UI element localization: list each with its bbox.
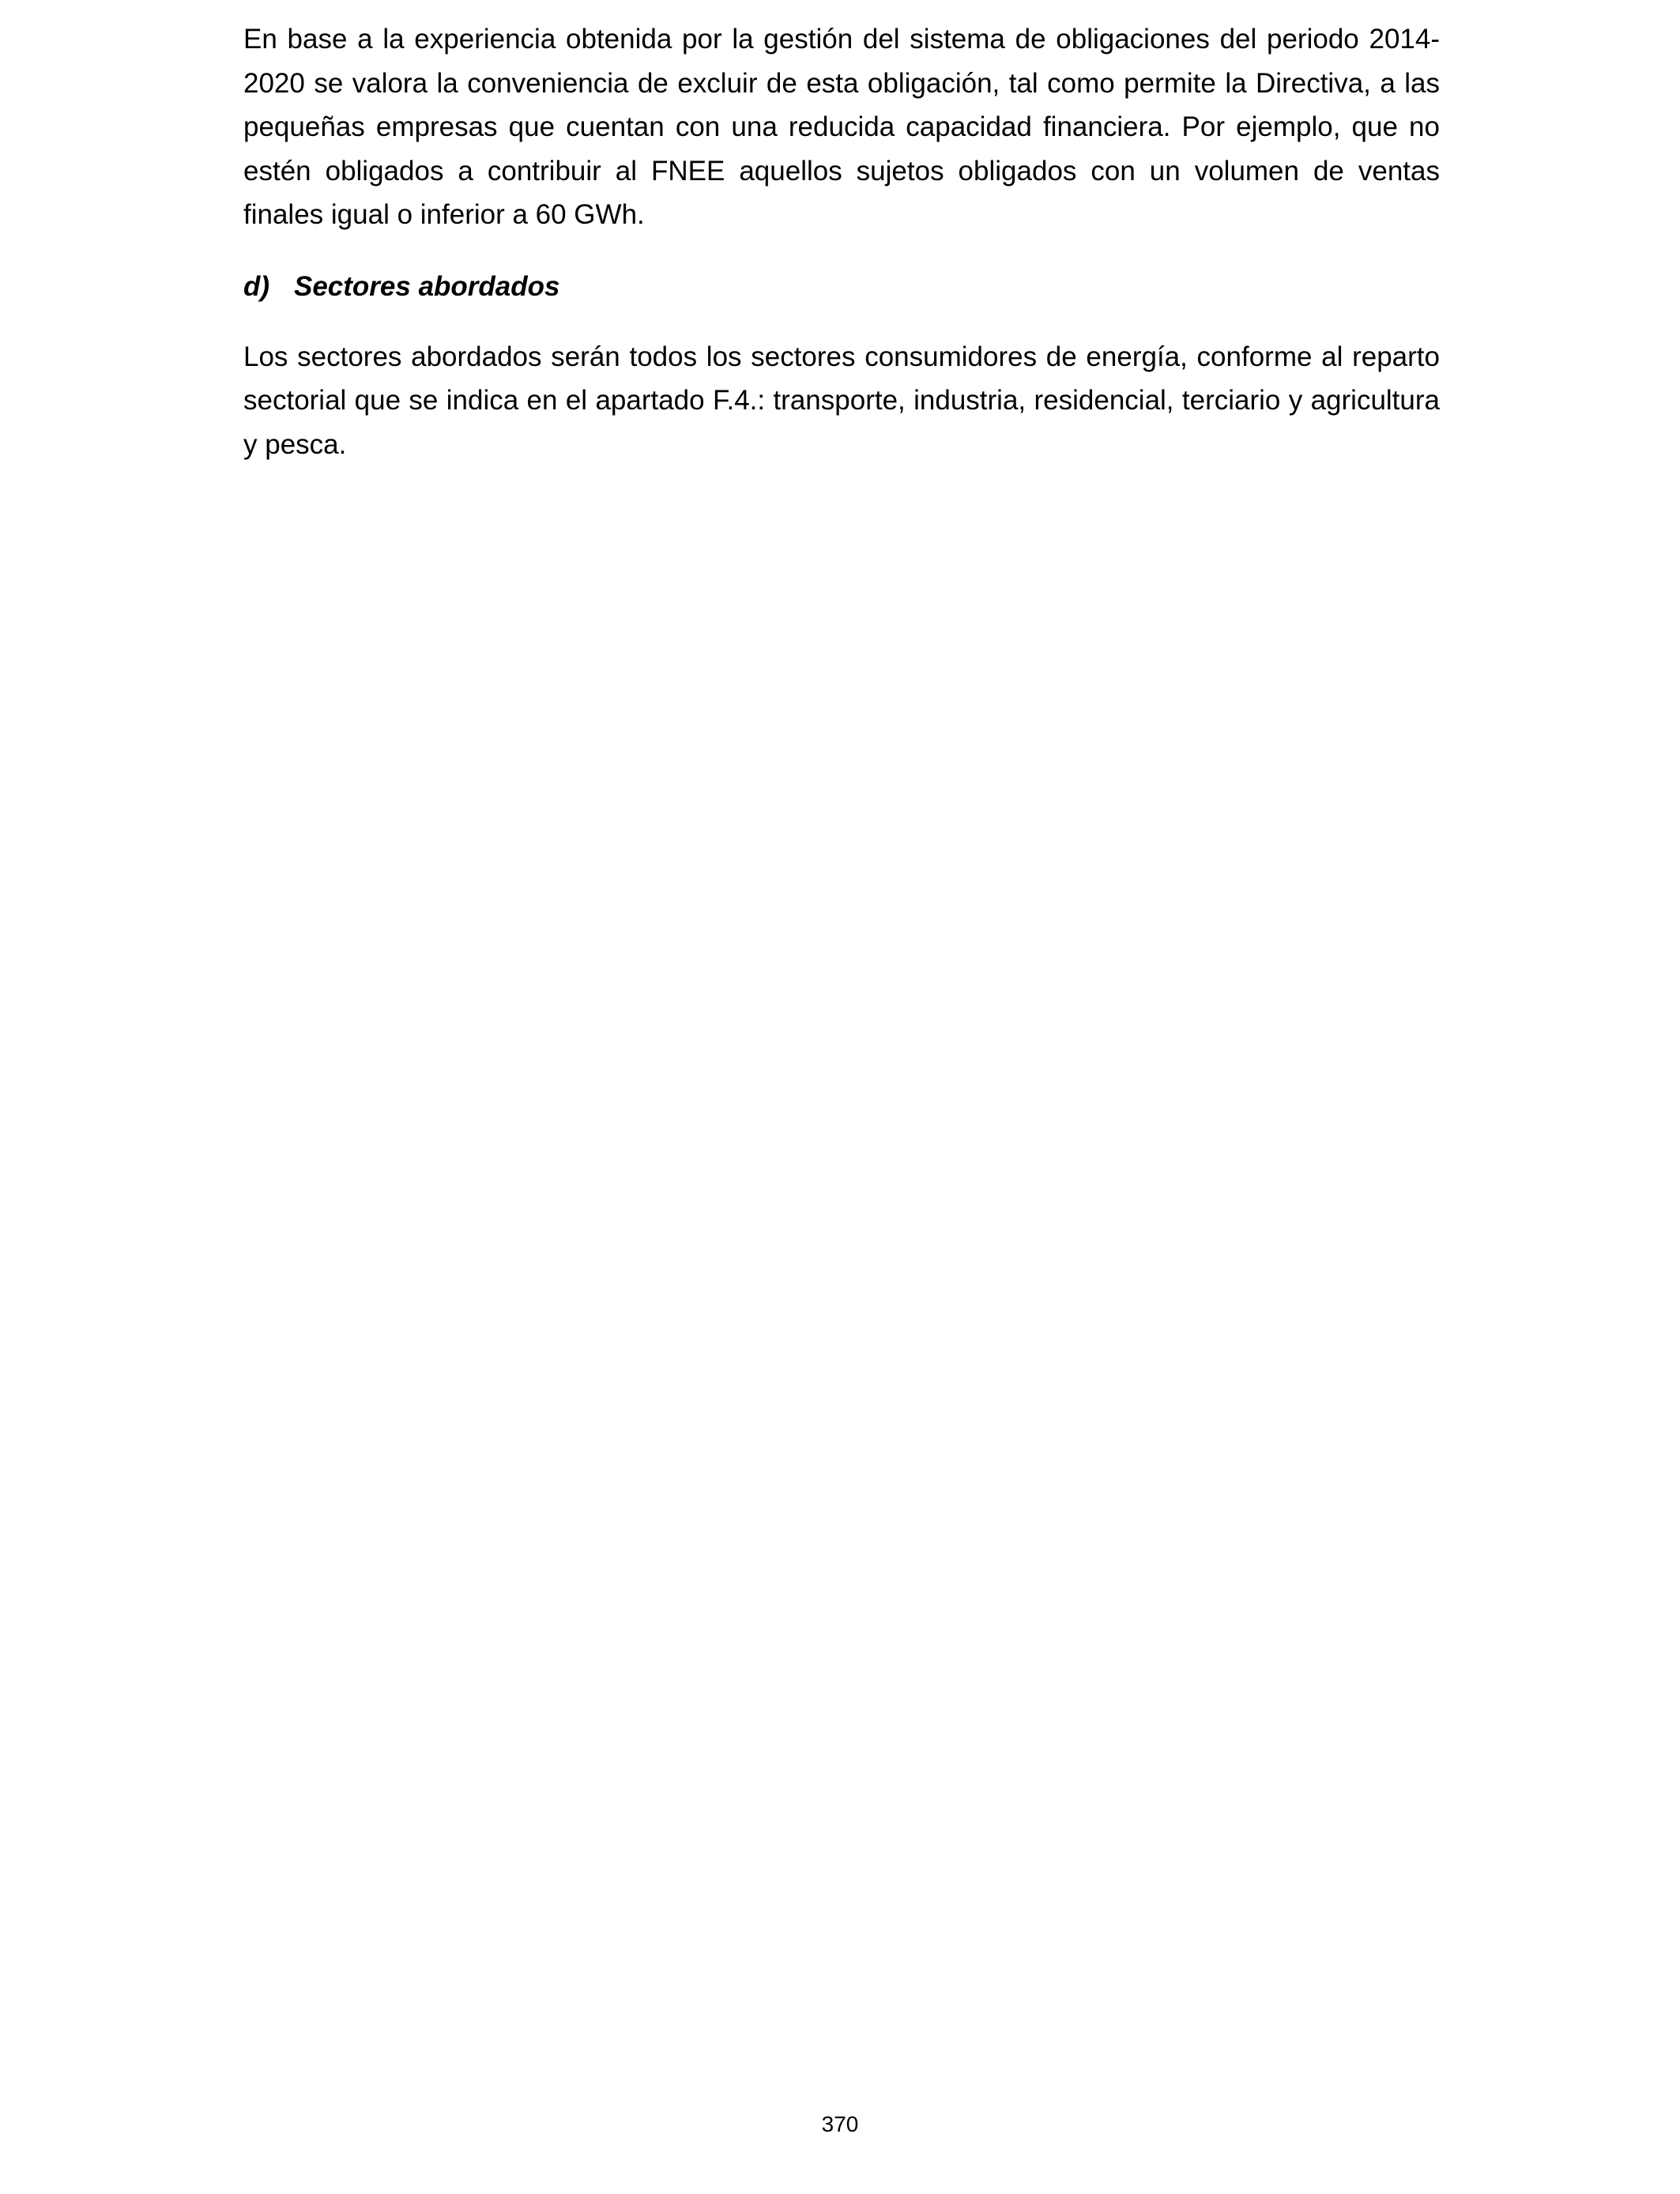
section-heading-marker: d) [243, 270, 270, 302]
section-heading-title: Sectores abordados [294, 270, 560, 302]
paragraph-sectors: Los sectores abordados serán todos los sectores consumidores de energía, conforme al reparto sectorial que se indica en el apartado F.4.: transporte, industria, residencial, terciario y agricultura y pesca. [243, 341, 1440, 460]
section-heading [243, 265, 1440, 308]
page-content [243, 17, 1440, 466]
paragraph-exclusion-small-companies: En base a la experiencia obtenida por la gestión del sistema de obligaciones del periodo 2014-2020 se valora la conveniencia de excluir de esta obligación, tal como permite la Directiva, a las pequeñas empresas que cuentan con una reducida capacidad financiera. Por ejemplo, que no estén obligados a contribuir al FNEE aquellos sujetos obligados con un volumen de ventas finales igual o inferior a 60 GWh. [243, 24, 1440, 230]
page-number: 370 [821, 2112, 859, 2136]
